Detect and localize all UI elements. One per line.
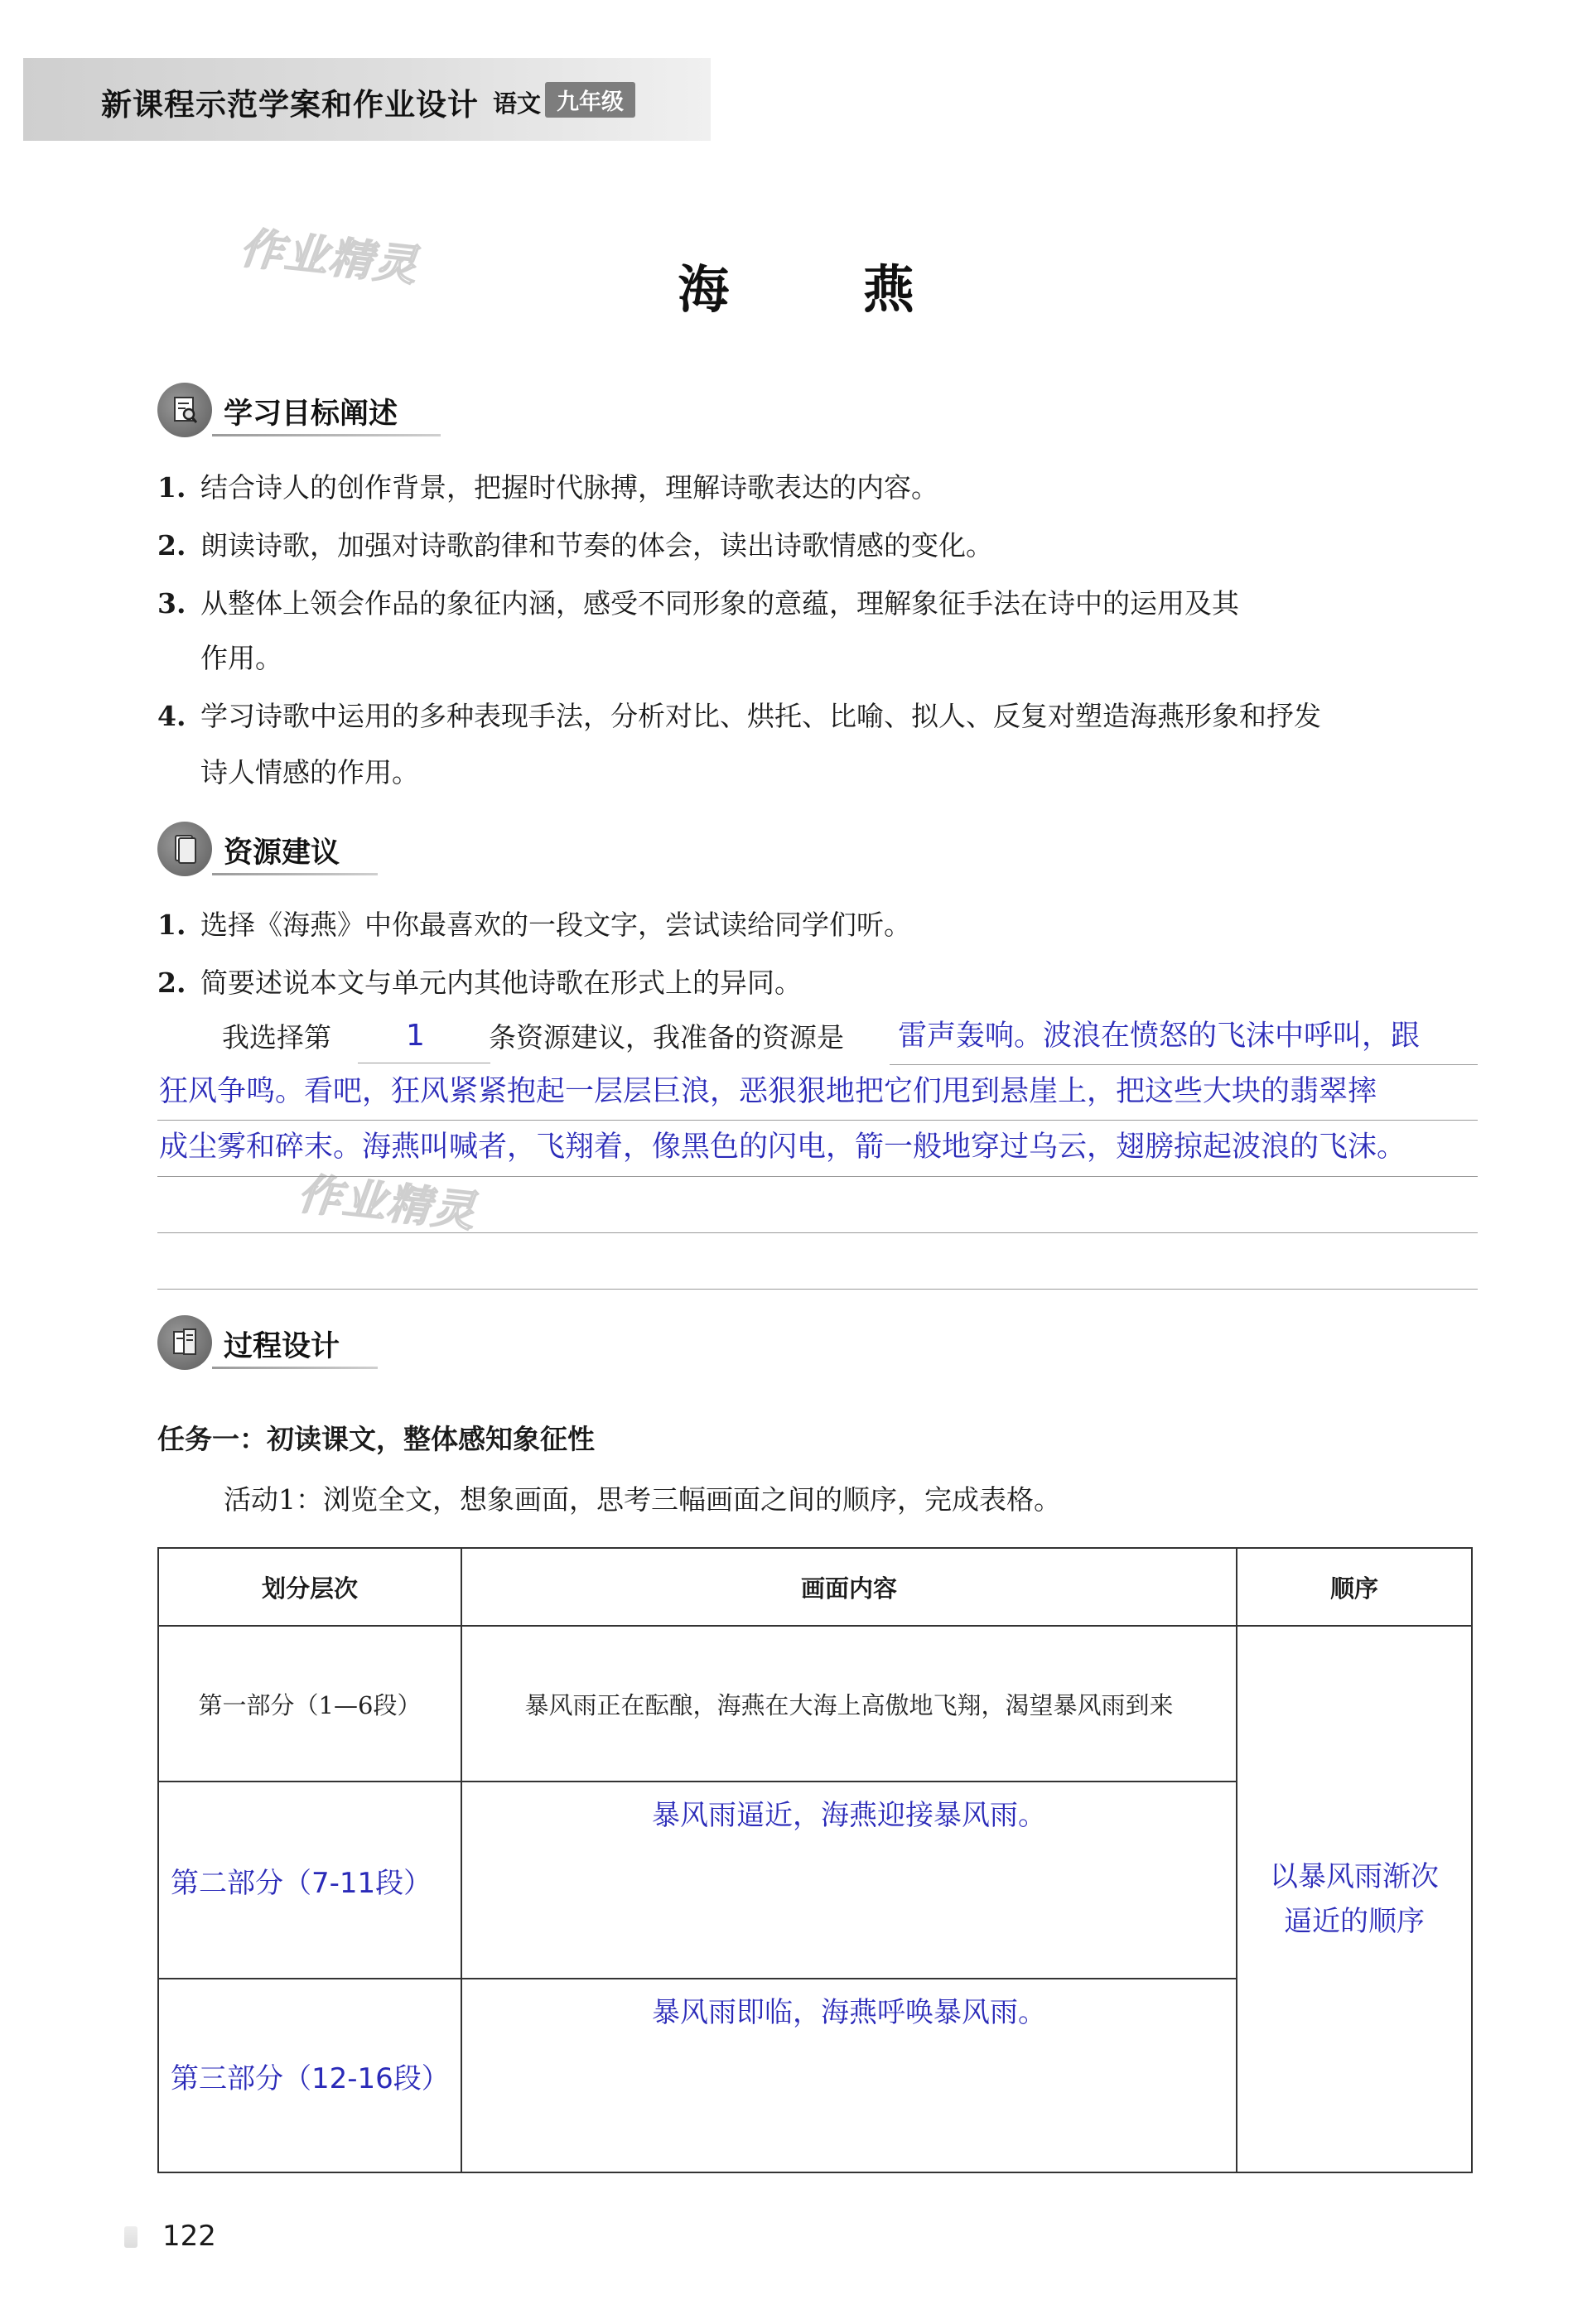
answer-middle: 条资源建议，我准备的资源是 <box>489 1021 844 1054</box>
document-icon <box>172 1327 197 1358</box>
goal-item-continuation: 作用。 <box>200 642 282 674</box>
item-text: 学习诗歌中运用的多种表现手法，分析对比、烘托、比喻、拟人、反复对塑造海燕形象和抒发 <box>200 700 1321 732</box>
order-cell[interactable] <box>1237 1626 1472 2172</box>
section-badge <box>157 822 212 876</box>
item-text: 结合诗人的创作背景，把握时代脉搏，理解诗歌表达的内容。 <box>200 471 938 504</box>
item-number: 1. <box>157 909 186 941</box>
column-header: 顺序 <box>1237 1548 1472 1626</box>
part-cell: 第三部分（12-16段） <box>158 1979 461 2172</box>
part-cell: 第二部分（7-11段） <box>158 1782 461 1979</box>
page-number: 122 <box>162 2220 216 2253</box>
item-number: 2. <box>157 529 186 562</box>
item-text: 选择《海燕》中你最喜欢的一段文字，尝试读给同学们听。 <box>200 909 911 941</box>
subject-label: 语文 <box>493 89 542 118</box>
order-answer-line: 以暴风雨渐次 <box>1270 1860 1439 1893</box>
blank-answer-line[interactable] <box>157 1289 1478 1290</box>
answer-line[interactable]: 成尘雾和碎末。海燕叫喊者，飞翔着，像黑色的闪电，箭一般地穿过乌云，翅膀掠起波浪的飞沫。 <box>159 1131 1406 1164</box>
resource-item <box>157 898 1526 952</box>
section-title: 过程设计 <box>224 1330 340 1363</box>
page-edge-mark <box>124 2226 137 2248</box>
answer-line[interactable]: 狂风争鸣。看吧，狂风紧紧抱起一层层巨浪，恶狠狠地把它们甩到悬崖上，把这些大块的翡翠摔 <box>159 1075 1377 1108</box>
grade-badge: 九年级 <box>545 82 635 118</box>
section-underline <box>212 434 441 436</box>
goal-item <box>157 576 1526 631</box>
table-header-row <box>158 1548 1472 1626</box>
goal-item <box>157 689 1526 744</box>
section-underline <box>212 1367 378 1369</box>
watermark: 作业精灵 <box>295 1169 479 1238</box>
goal-item <box>157 460 1526 515</box>
section-heading-process <box>157 1315 406 1373</box>
blank-answer-line[interactable] <box>157 1232 1478 1233</box>
column-header: 划分层次 <box>158 1548 461 1626</box>
magnifier-book-icon <box>172 394 197 426</box>
content-cell[interactable]: 暴风雨即临，海燕呼唤暴风雨。 <box>461 1979 1237 2172</box>
section-heading-goals <box>157 383 456 441</box>
goal-item <box>157 518 1526 573</box>
page-title: 海 燕 <box>678 259 972 320</box>
section-title: 学习目标阐述 <box>224 398 398 431</box>
item-text: 从整体上领会作品的象征内涵，感受不同形象的意蕴，理解象征手法在诗中的运用及其 <box>200 587 1239 620</box>
structure-table <box>157 1547 1473 2173</box>
column-header: 画面内容 <box>461 1548 1237 1626</box>
book-icon <box>172 833 197 865</box>
content-cell[interactable]: 暴风雨逼近，海燕迎接暴风雨。 <box>461 1782 1237 1979</box>
answer-underline <box>157 1176 1478 1177</box>
book-title: 新课程示范学案和作业设计 <box>101 87 479 123</box>
answer-prefix: 我选择第 <box>222 1021 331 1054</box>
item-number: 2. <box>157 967 186 999</box>
section-underline <box>212 873 378 875</box>
resource-item <box>157 956 1526 1010</box>
goal-item-continuation: 诗人情感的作用。 <box>200 756 419 788</box>
part-cell: 第一部分（1—6段） <box>158 1626 461 1782</box>
order-answer-line: 逼近的顺序 <box>1284 1905 1425 1938</box>
section-badge <box>157 1315 212 1370</box>
item-number: 1. <box>157 471 186 504</box>
answer-line[interactable]: 雷声轰响。波浪在愤怒的飞沫中呼叫，跟 <box>898 1020 1421 1053</box>
task-title: 任务一：初读课文，整体感知象征性 <box>157 1423 595 1455</box>
item-number: 3. <box>157 587 186 620</box>
watermark: 作业精灵 <box>237 223 421 292</box>
table-row <box>158 1626 1472 1782</box>
activity-instruction: 活动1：浏览全文，想象画面，思考三幅画面之间的顺序，完成表格。 <box>224 1483 1061 1516</box>
section-badge <box>157 383 212 437</box>
item-text: 朗读诗歌，加强对诗歌韵律和节奏的体会，读出诗歌情感的变化。 <box>200 529 993 562</box>
section-title: 资源建议 <box>224 837 340 870</box>
item-text: 简要述说本文与单元内其他诗歌在形式上的异同。 <box>200 967 802 999</box>
content-cell: 暴风雨正在酝酿，海燕在大海上高傲地飞翔，渴望暴风雨到来 <box>461 1626 1237 1782</box>
answer-number[interactable]: 1 <box>406 1019 425 1053</box>
item-number: 4. <box>157 700 186 732</box>
section-heading-resources <box>157 822 406 880</box>
